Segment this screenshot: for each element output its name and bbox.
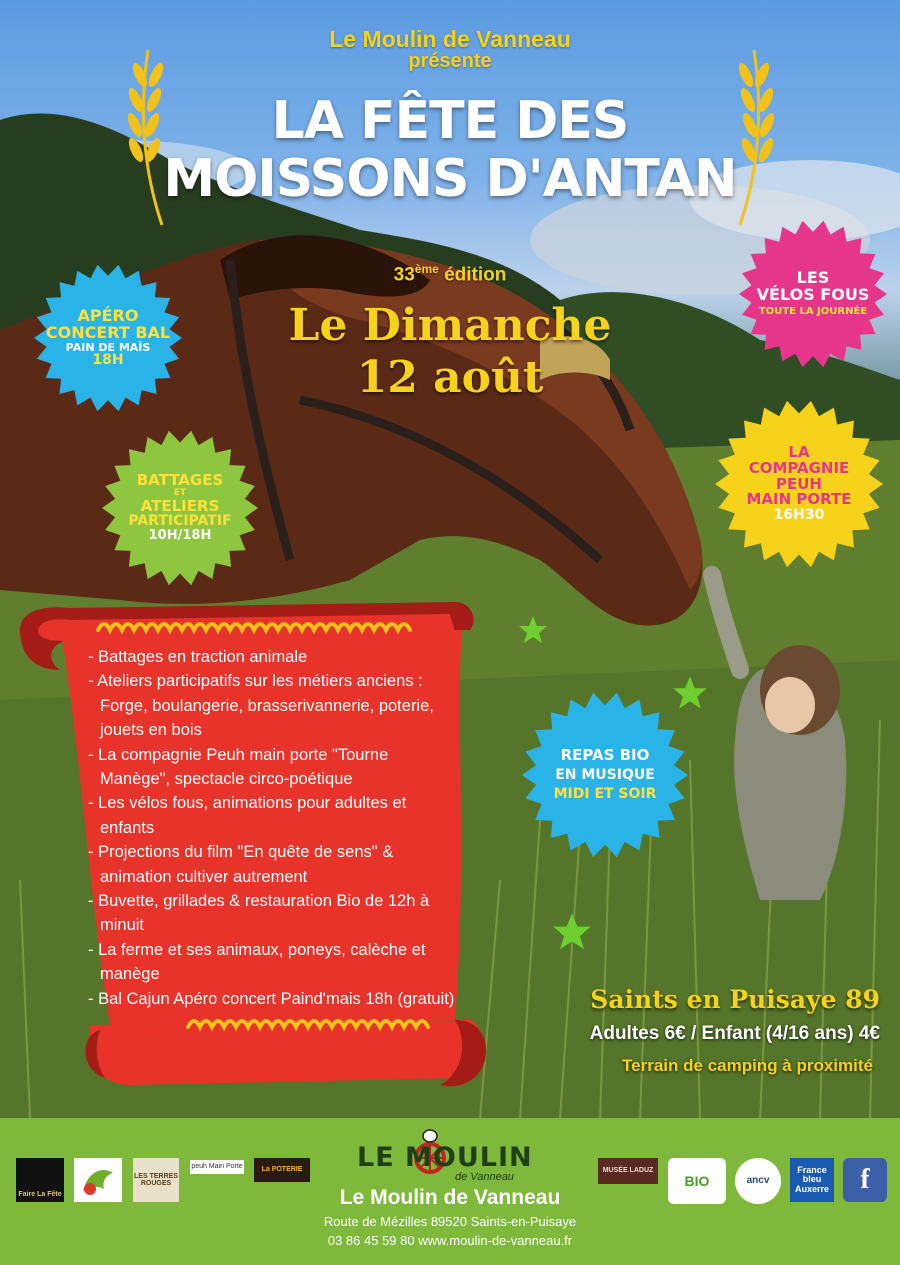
burst-battages-l5: 10H/18H xyxy=(148,527,212,543)
star-icon xyxy=(518,615,548,645)
burst-repas-l3: MIDI ET SOIR xyxy=(553,785,657,802)
programme-item: - La ferme et ses animaux, poneys, calèche et manège xyxy=(88,940,426,984)
sponsor-logo-text: ancv xyxy=(746,1174,770,1186)
facebook-label: f xyxy=(860,1164,870,1196)
star-icon xyxy=(552,912,592,952)
sponsor-logo-text: France bleu Auxerre xyxy=(794,1164,830,1194)
footer-contact: 03 86 45 59 80 www.moulin-de-vanneau.fr xyxy=(327,1233,573,1248)
burst-repas xyxy=(520,690,690,860)
programme-item: - Battages en traction animale xyxy=(88,648,308,666)
burst-compagnie-l5: 16H30 xyxy=(773,507,825,524)
burst-apero-l3: PAIN DE MAÏS xyxy=(65,340,151,354)
dragon-icon xyxy=(78,1161,118,1199)
footer-address: Route de Mézilles 89520 Saints-en-Puisaye xyxy=(323,1214,577,1229)
facebook-icon[interactable] xyxy=(843,1158,887,1202)
ornament-top xyxy=(93,615,443,635)
sponsor-logo-text: Faire La Fête xyxy=(18,1191,62,1199)
sponsor-logo xyxy=(74,1158,122,1202)
burst-compagnie xyxy=(713,398,885,570)
footer-logo-text: LE MOULIN xyxy=(357,1142,533,1173)
burst-battages-l1: BATTAGES xyxy=(136,471,224,490)
event-title xyxy=(150,92,750,208)
title-line-1: LA FÊTE DES xyxy=(271,91,629,151)
sponsor-logo xyxy=(598,1158,658,1184)
footer-name: Le Moulin de Vanneau xyxy=(339,1186,561,1209)
programme-item: - Bal Cajun Apéro concert Paind'mais 18h (gratuit) xyxy=(88,989,455,1008)
title-line-2: MOISSONS D'ANTAN xyxy=(163,149,737,209)
burst-compagnie-l2: COMPAGNIE xyxy=(748,458,850,477)
burst-velos-l2: VÉLOS FOUS xyxy=(756,285,870,305)
burst-repas-l1: REPAS BIO xyxy=(560,746,650,765)
event-location: Saints en Puisaye 89 xyxy=(590,985,880,1014)
programme-item: - Les vélos fous, animations pour adultes et enfants xyxy=(88,794,407,837)
event-date xyxy=(270,300,630,404)
presente-label: présente xyxy=(408,50,492,72)
burst-velos-l1: LES xyxy=(796,268,830,288)
sponsor-logo-text: La POTERIE xyxy=(261,1166,303,1174)
sponsor-logo xyxy=(668,1158,726,1204)
edition-number: 33 xyxy=(393,264,415,286)
presenter-name: Le Moulin de Vanneau xyxy=(329,26,571,52)
programme-item: - Buvette, grillades & restauration Bio de 12h à minuit xyxy=(88,892,430,935)
star-icon xyxy=(672,675,708,711)
sponsor-logo xyxy=(190,1160,244,1174)
burst-repas-l2: EN MUSIQUE xyxy=(555,767,655,784)
sponsor-logo xyxy=(254,1158,310,1182)
burst-battages xyxy=(100,428,260,588)
burst-velos xyxy=(737,218,889,370)
date-line-1: Le Dimanche xyxy=(288,300,612,351)
sponsor-logo xyxy=(735,1158,781,1204)
programme-item: - Ateliers participatifs sur les métiers anciens : Forge, boulangerie, brasserivannerie, poterie, jouets en bois xyxy=(88,672,434,740)
programme-item: - Projections du film "En quête de sens" & animation cultiver autrement xyxy=(88,843,394,886)
burst-apero-l1: APÉRO xyxy=(77,306,139,326)
burst-apero xyxy=(32,262,184,414)
footer-logo-sub: de Vanneau xyxy=(455,1171,514,1183)
burst-apero-l4: 18H xyxy=(92,352,124,369)
burst-compagnie-l1: LA xyxy=(788,443,810,462)
ticket-prices: Adultes 6€ / Enfant (4/16 ans) 4€ xyxy=(589,1023,880,1044)
burst-battages-l2: ET xyxy=(173,488,187,499)
sponsor-logo-text: BIO xyxy=(684,1172,710,1189)
date-line-2: 12 août xyxy=(356,352,544,403)
edition-suffix: ème xyxy=(414,262,439,276)
edition-word: édition xyxy=(438,264,507,286)
programme-item: - La compagnie Peuh main porte "Tourne Manège", spectacle circo-poétique xyxy=(88,745,389,789)
burst-battages-l3: ATELIERS xyxy=(140,496,220,515)
burst-compagnie-l4: MAIN PORTE xyxy=(746,490,852,509)
sponsor-logo xyxy=(790,1158,834,1202)
sponsor-logo xyxy=(133,1158,179,1202)
sponsor-logo-text: MUSÉE LADUZ xyxy=(602,1167,654,1175)
camping-note: Terrain de camping à proximité xyxy=(622,1056,873,1075)
sponsor-logo-text: peuh Main Porte xyxy=(191,1163,243,1171)
burst-apero-l2: CONCERT BAL xyxy=(45,322,171,342)
ornament-bottom xyxy=(183,1012,443,1032)
sponsor-logo-text: LES TERRES ROUGES xyxy=(134,1172,178,1187)
burst-velos-l3: TOUTE LA JOURNÉE xyxy=(758,306,868,318)
burst-compagnie-l3: PEUH xyxy=(776,474,822,493)
edition-label xyxy=(300,262,600,286)
burst-battages-l4: PARTICIPATIF xyxy=(128,513,232,530)
programme-list xyxy=(88,645,458,1011)
sponsor-logo xyxy=(16,1158,64,1202)
